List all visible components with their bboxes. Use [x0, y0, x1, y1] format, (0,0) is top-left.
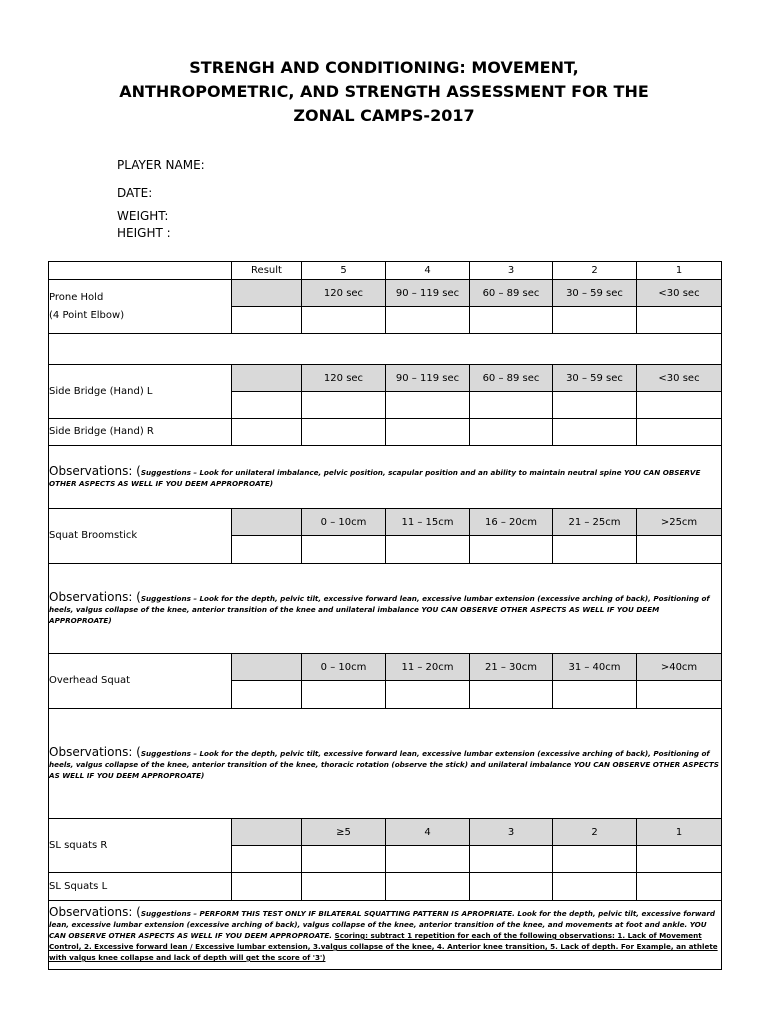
- prone-hold-entry-5[interactable]: [302, 307, 386, 334]
- scoring-text: Scoring: subtract 1 repetition for each of the following observations: 1. Lack of Movement Control, 2. Excessive forward lean / Excessive lumbar extension, 3.valgus collapse of the knee, 4. Anterior knee transition, 5. Lack of depth. For Example, an athlete with valgus knee collapse and lack of depth will get the score of '3'): [49, 931, 718, 962]
- weight-label: WEIGHT:: [117, 209, 169, 223]
- squat-score-2: 21 – 25cm: [553, 509, 637, 536]
- sl-score-1: 1: [637, 819, 722, 846]
- sl-right-entry-1[interactable]: [637, 846, 722, 873]
- sl-left-entry-2[interactable]: [553, 873, 637, 901]
- side-bridge-left-entry-2[interactable]: [553, 392, 637, 419]
- sl-right-entry-2[interactable]: [553, 846, 637, 873]
- side-bridge-right-result[interactable]: [232, 419, 302, 446]
- squat-observations[interactable]: [49, 564, 722, 654]
- player-name-label: PLAYER NAME:: [117, 158, 205, 172]
- squat-score-3: 16 – 20cm: [470, 509, 553, 536]
- spacer-cell: [49, 334, 722, 365]
- overhead-scale-row: [49, 654, 722, 681]
- squat-entry-3[interactable]: [470, 536, 553, 564]
- height-label: HEIGHT :: [117, 226, 171, 240]
- prone-hold-label-line2: (4 Point Elbow): [49, 309, 125, 321]
- side-bridge-left-entry-1[interactable]: [637, 392, 722, 419]
- header-score-1: 1: [637, 262, 722, 280]
- observations-text: Suggestions – PERFORM THIS TEST ONLY IF BILATERAL SQUATTING PATTERN IS APROPRIATE. Look for the depth, pelvic tilt, excessive forward lean, excessive lumbar extension (excessive arching of back), valgus collapse of the knee, anterior transition of the knee, and movements at foot and ankle. YOU CAN OBSERVE OTHER ASPECTS AS WELL IF YOU DEEM APPROPROATE.: [49, 909, 716, 940]
- overhead-score-2: 31 – 40cm: [553, 654, 637, 681]
- header-result: Result: [232, 262, 302, 280]
- side-bridge-right-entry-1[interactable]: [637, 419, 722, 446]
- squat-entry-2[interactable]: [553, 536, 637, 564]
- overhead-score-1: >40cm: [637, 654, 722, 681]
- sl-left-entry-4[interactable]: [386, 873, 470, 901]
- overhead-entry-2[interactable]: [553, 681, 637, 709]
- side-bridge-left-result[interactable]: [232, 392, 302, 419]
- observations-heading: Observations: (: [49, 463, 141, 478]
- sl-score-4: 4: [386, 819, 470, 846]
- side-bridge-right-label: Side Bridge (Hand) R: [49, 419, 232, 446]
- side-bridge-left-entry-5[interactable]: [302, 392, 386, 419]
- overhead-entry-4[interactable]: [386, 681, 470, 709]
- side-bridge-observations-row: [49, 446, 722, 509]
- sl-left-entry-3[interactable]: [470, 873, 553, 901]
- spacer-row: [49, 334, 722, 365]
- sl-score-3: 3: [470, 819, 553, 846]
- prone-hold-scale-row: [49, 280, 722, 307]
- squat-scale-row: [49, 509, 722, 536]
- sl-squats-left-label: SL Squats L: [49, 873, 232, 901]
- prone-hold-result-cell[interactable]: [232, 307, 302, 334]
- observations-text: Suggestions – Look for the depth, pelvic tilt, excessive forward lean, excessive lumbar extension (excessive arching of back), Positioning of heels, valgus collapse of the knee, anterior transition of the knee and unilateral imbalance YOU CAN OBSERVE OTHER ASPECTS AS WELL IF YOU DEEM APPROPROATE): [49, 593, 710, 625]
- prone-hold-entry-1[interactable]: [637, 307, 722, 334]
- sl-left-entry-5[interactable]: [302, 873, 386, 901]
- squat-observations-row: [49, 564, 722, 654]
- sl-squats-right-label: SL squats R: [49, 819, 232, 873]
- header-score-5: 5: [302, 262, 386, 280]
- squat-entry-5[interactable]: [302, 536, 386, 564]
- overhead-observations[interactable]: [49, 709, 722, 819]
- prone-hold-score-3: 60 – 89 sec: [470, 280, 553, 307]
- document-title: [0, 56, 768, 128]
- side-bridge-right-entry-4[interactable]: [386, 419, 470, 446]
- title-line-2: ANTHROPOMETRIC, AND STRENGTH ASSESSMENT FOR THE: [119, 82, 649, 101]
- date-label: DATE:: [117, 186, 153, 200]
- side-bridge-left-entry-3[interactable]: [470, 392, 553, 419]
- side-bridge-scale-row: [49, 365, 722, 392]
- sl-result-header: [232, 819, 302, 846]
- side-bridge-right-entry-3[interactable]: [470, 419, 553, 446]
- squat-entry-4[interactable]: [386, 536, 470, 564]
- prone-hold-entry-2[interactable]: [553, 307, 637, 334]
- sl-right-entry-4[interactable]: [386, 846, 470, 873]
- side-bridge-right-entry-2[interactable]: [553, 419, 637, 446]
- side-bridge-score-2: 30 – 59 sec: [553, 365, 637, 392]
- sl-left-row: [49, 873, 722, 901]
- overhead-entry-1[interactable]: [637, 681, 722, 709]
- sl-left-entry-1[interactable]: [637, 873, 722, 901]
- prone-hold-label: [49, 280, 232, 334]
- side-bridge-score-1: <30 sec: [637, 365, 722, 392]
- prone-hold-score-2: 30 – 59 sec: [553, 280, 637, 307]
- overhead-result-header: [232, 654, 302, 681]
- sl-left-result[interactable]: [232, 873, 302, 901]
- header-row: [49, 262, 722, 280]
- overhead-squat-label: Overhead Squat: [49, 654, 232, 709]
- side-bridge-left-label: Side Bridge (Hand) L: [49, 365, 232, 419]
- squat-score-4: 11 – 15cm: [386, 509, 470, 536]
- side-bridge-right-entry-5[interactable]: [302, 419, 386, 446]
- observations-text: Suggestions – Look for the depth, pelvic tilt, excessive forward lean, excessive lumbar extension (excessive arching of back), Positioning of heels, valgus collapse of the knee, anterior transition of the knee, thoracic rotation (observe the stick) and unilateral imbalance YOU CAN OBSERVE OTHER ASPECTS AS WELL IF YOU DEEM APPROPROATE): [49, 748, 719, 780]
- squat-entry-1[interactable]: [637, 536, 722, 564]
- observations-heading: Observations: (: [49, 744, 141, 759]
- header-score-2: 2: [553, 262, 637, 280]
- overhead-score-4: 11 – 20cm: [386, 654, 470, 681]
- sl-right-result[interactable]: [232, 846, 302, 873]
- header-blank-cell: [49, 262, 232, 280]
- side-bridge-left-entry-4[interactable]: [386, 392, 470, 419]
- sl-scale-row: [49, 819, 722, 846]
- overhead-observations-row: [49, 709, 722, 819]
- sl-right-entry-3[interactable]: [470, 846, 553, 873]
- prone-hold-score-1: <30 sec: [637, 280, 722, 307]
- overhead-score-3: 21 – 30cm: [470, 654, 553, 681]
- title-line-1: STRENGH AND CONDITIONING: MOVEMENT,: [189, 58, 579, 77]
- side-bridge-score-3: 60 – 89 sec: [470, 365, 553, 392]
- prone-hold-score-5: 120 sec: [302, 280, 386, 307]
- side-bridge-result-header: [232, 365, 302, 392]
- overhead-result-cell[interactable]: [232, 681, 302, 709]
- squat-score-5: 0 – 10cm: [302, 509, 386, 536]
- squat-score-1: >25cm: [637, 509, 722, 536]
- squat-result-header: [232, 509, 302, 536]
- prone-hold-score-4: 90 – 119 sec: [386, 280, 470, 307]
- header-score-4: 4: [386, 262, 470, 280]
- assessment-table: [48, 261, 722, 970]
- side-bridge-observations[interactable]: [49, 446, 722, 509]
- observations-text: Suggestions – Look for unilateral imbalance, pelvic position, scapular position and an ability to maintain neutral spine YOU CAN OBSERVE OTHER ASPECTS AS WELL IF YOU DEEM APPROPROATE): [49, 467, 701, 488]
- overhead-score-5: 0 – 10cm: [302, 654, 386, 681]
- sl-score-2: 2: [553, 819, 637, 846]
- sl-observations[interactable]: [49, 901, 722, 970]
- overhead-entry-3[interactable]: [470, 681, 553, 709]
- side-bridge-score-5: 120 sec: [302, 365, 386, 392]
- prone-hold-entry-4[interactable]: [386, 307, 470, 334]
- prone-hold-label-line1: Prone Hold: [49, 291, 104, 303]
- sl-observations-row: [49, 901, 722, 970]
- observations-heading: Observations: (: [49, 905, 141, 919]
- sl-right-entry-5[interactable]: [302, 846, 386, 873]
- header-score-3: 3: [470, 262, 553, 280]
- observations-heading: Observations: (: [49, 589, 141, 604]
- title-line-3: ZONAL CAMPS-2017: [293, 106, 475, 125]
- overhead-entry-5[interactable]: [302, 681, 386, 709]
- squat-result-cell[interactable]: [232, 536, 302, 564]
- squat-broomstick-label: Squat Broomstick: [49, 509, 232, 564]
- prone-hold-entry-3[interactable]: [470, 307, 553, 334]
- sl-score-5: ≥5: [302, 819, 386, 846]
- prone-hold-result-header: [232, 280, 302, 307]
- side-bridge-right-row: [49, 419, 722, 446]
- side-bridge-score-4: 90 – 119 sec: [386, 365, 470, 392]
